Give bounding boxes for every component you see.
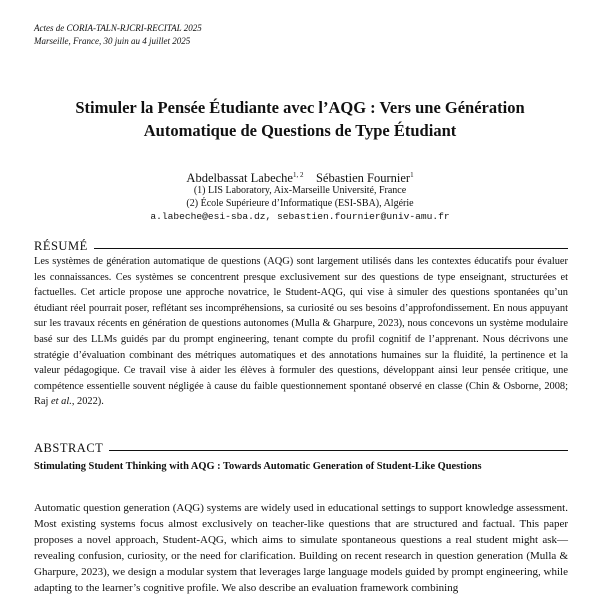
abstract-heading-label: ABSTRACT xyxy=(34,441,104,455)
resume-heading-label: RÉSUMÉ xyxy=(34,239,88,253)
author-2-affiliation-marks: 1 xyxy=(410,171,414,179)
resume-heading-rule xyxy=(94,248,568,249)
author-1-affiliation-marks: 1, 2 xyxy=(292,171,304,179)
author-emails: a.labeche@esi-sba.dz, sebastien.fournier@univ-amu.fr xyxy=(150,211,450,222)
paper-title xyxy=(20,96,580,142)
resume-paragraph xyxy=(34,254,568,410)
abstract-paragraph: Automatic question generation (AQG) systems are widely used in educational settings to support knowledge assessment. Most existing systems focus almost exclusively on teacher-like questions that are structured and factual. This paper proposes a novel approach, Student-AQG, which aims to simulate spontaneous questions a real student might ask—revealing confusion, curiosity, or the need for clarification. Building on recent research in question generation (Mulla & Gharpure, 2023), we design a modular system that leverages large language models guided by prompt engineering, while adapting to the learner’s cognitive profile. We also describe an evaluation framework combining xyxy=(34,502,568,594)
paper-title-line-2: Automatique de Questions de Type Étudiant xyxy=(143,121,457,140)
paper-title-line-1: Stimuler la Pensée Étudiante avec l’AQG : Vers une Génération xyxy=(75,98,525,117)
abstract-heading-rule xyxy=(109,450,568,451)
affiliation-2: (2) École Supérieure d’Informatique (ESI-SBA), Algérie xyxy=(186,198,414,209)
affiliation-1: (1) LIS Laboratory, Aix-Marseille Université, France xyxy=(193,185,407,196)
author-2-name: Sébastien Fournier xyxy=(315,171,411,185)
abstract-heading xyxy=(34,441,568,456)
resume-text-end: , 2022). xyxy=(71,396,104,408)
venue-line-2: Marseille, France, 30 juin au 4 juillet 2025 xyxy=(34,36,191,46)
resume-text: Les systèmes de génération automatique de questions (AQG) sont largement utilisés dans les contextes éducatifs pour évaluer les connaissances. Ces systèmes se concentrent presque exclusivement sur des questions de type enseignant, structurées et factuelles. Cet article propose une approche novatrice, le Student-AQG, qui vise à simuler des questions spontanées qu’un étudiant réel pourrait poser, reflétant ses incompréhensions, sa curiosité ou ses besoins d’approfondissement. En nous appuyant sur les travaux récents en génération de questions autonomes (Mulla & Gharpure, 2023), nous concevons un système modulaire basé sur des LLMs guidés par du prompt engineering, tenant compte du profil cognitif de l’apprenant. Nous décrivons une stratégie d’évaluation combinant des métriques automatiques et des annotations humaines sur la fluidité, la pertinence et la valeur pédagogique. Ce travail vise à aider les élèves à formuler des questions, développant ainsi leur pensée critique, une compétence essentielle souvent négligée à cause du faible questionnement spontané observé en classe (Chin & Osborne, 2008; Raj xyxy=(34,256,568,408)
venue-header xyxy=(34,22,202,48)
resume-text-italic: et al. xyxy=(51,396,72,408)
author-1-name: Abdelbassat Labeche xyxy=(186,171,293,185)
abstract-english-title: Stimulating Student Thinking with AQG : Towards Automatic Generation of Student-Like Questions xyxy=(34,461,482,472)
resume-heading xyxy=(34,239,568,254)
venue-line-1: Actes de CORIA-TALN-RJCRI-RECITAL 2025 xyxy=(34,23,202,33)
resume-body xyxy=(34,254,568,410)
abstract-body xyxy=(34,500,568,596)
